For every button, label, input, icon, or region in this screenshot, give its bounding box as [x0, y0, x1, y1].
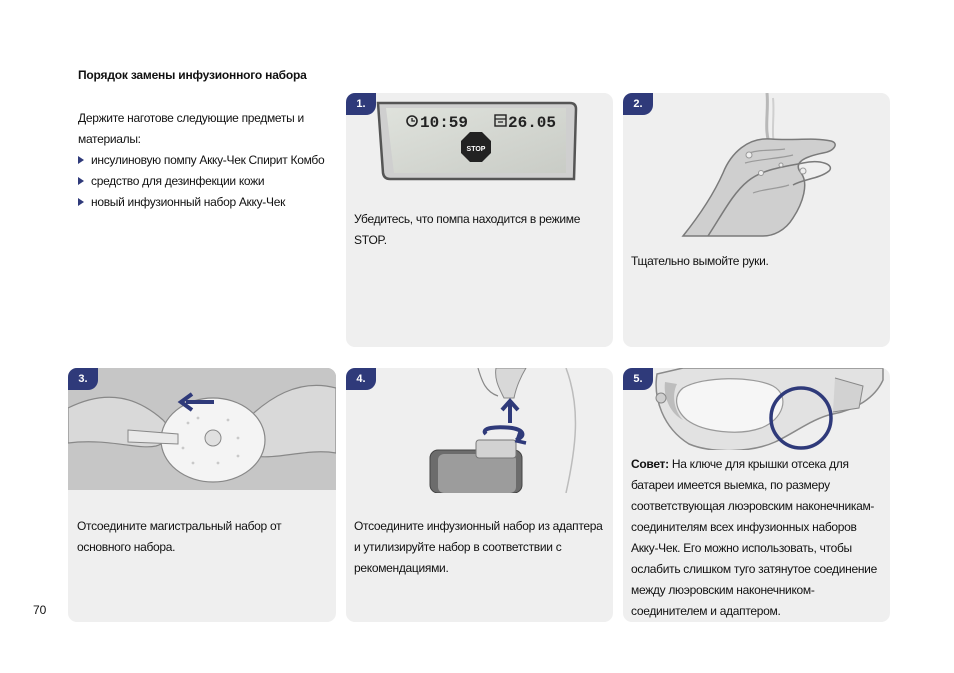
- intro-block: [78, 108, 328, 213]
- step-3-panel: [68, 368, 336, 622]
- step-text: Отсоедините магистральный набор от основного набора.: [77, 519, 282, 554]
- step-5-panel: [623, 368, 890, 622]
- disconnect-line-image: [68, 368, 336, 490]
- page-number: 70: [33, 603, 47, 617]
- supplies-list: [78, 150, 328, 213]
- step-badge: 2.: [623, 93, 653, 115]
- step-badge: 5.: [623, 368, 653, 390]
- step-1-panel: [346, 93, 613, 347]
- step-badge: 1.: [346, 93, 376, 115]
- display-time: 10:59: [420, 114, 469, 132]
- step-4-panel: [346, 368, 613, 622]
- step-badge: 3.: [68, 368, 98, 390]
- tip-label: Совет:: [631, 457, 669, 471]
- list-item: новый инфузионный набор Акку-Чек: [78, 192, 328, 213]
- list-item: инсулиновую помпу Акку-Чек Спирит Комбо: [78, 150, 328, 171]
- step-text: [631, 454, 883, 622]
- remove-set-image: [416, 368, 586, 493]
- bullet-triangle-icon: [78, 198, 84, 206]
- battery-key-image: [643, 368, 890, 450]
- pump-display-image: [374, 99, 584, 183]
- step-text: Отсоедините инфузионный набор из адаптера и утилизируйте набор в соответствии с рекомендациями.: [354, 519, 603, 575]
- intro-text: Держите наготове следующие предметы и материалы:: [78, 111, 304, 146]
- bullet-triangle-icon: [78, 177, 84, 185]
- arrow-up-icon: [502, 401, 518, 423]
- list-item: средство для дезинфекции кожи: [78, 171, 328, 192]
- display-date: 26.05: [508, 114, 557, 132]
- step-text: Убедитесь, что помпа находится в режиме STOP.: [354, 212, 581, 247]
- step-badge: 4.: [346, 368, 376, 390]
- stop-label: STOP: [466, 146, 486, 153]
- step-2-panel: [623, 93, 890, 347]
- page-title: Порядок замены инфузионного набора: [78, 68, 307, 82]
- stop-sign-icon: [461, 132, 491, 162]
- washing-hands-image: [653, 93, 863, 238]
- bullet-triangle-icon: [78, 156, 84, 164]
- step-text: Тщательно вымойте руки.: [631, 254, 769, 268]
- tip-text: На ключе для крышки отсека для батареи имеется выемка, по размеру соответствующая люэровским наконечникам-соединителям всех инфузионных наборов Акку-Чек. Его можно использовать, чтобы ослабить слишком туго затянутое соединение между люэровским наконечником-соединителем и адаптером.: [631, 457, 877, 618]
